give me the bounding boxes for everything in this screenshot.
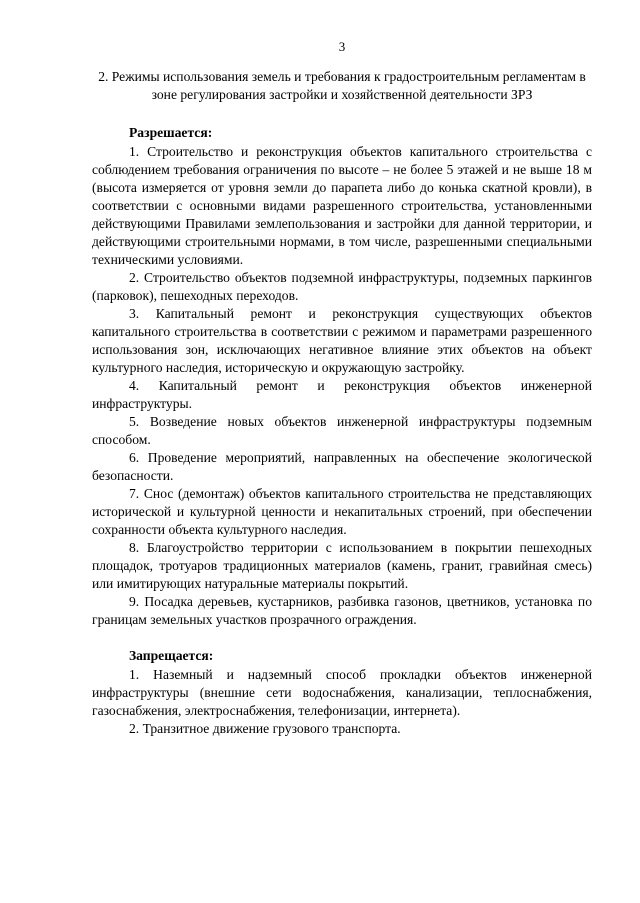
allowed-item-4: 4. Капитальный ремонт и реконструкция объектов инженерной инфраструктуры. — [92, 378, 592, 411]
allowed-item-2: 2. Строительство объектов подземной инфраструктуры, подземных паркингов (парковок), пешеходных переходов. — [92, 270, 592, 303]
allowed-title: Разрешается: — [129, 125, 213, 140]
allowed-list — [92, 143, 592, 629]
section-spacer — [92, 629, 592, 647]
document-page — [92, 38, 592, 738]
section-heading: 2. Режимы использования земель и требования к градостроительным регламентам в зоне регулирования застройки и хозяйственной деятельности ЗРЗ — [98, 69, 586, 102]
forbidden-item-2: 2. Транзитное движение грузового транспорта. — [129, 721, 401, 736]
forbidden-title: Запрещается: — [129, 648, 214, 663]
allowed-item-8: 8. Благоустройство территории с использованием в покрытии пешеходных площадок, тротуаров традиционных материалов (камень, гранит, гравийная смесь) или имитирующих натуральные материалы покрытий. — [92, 540, 592, 591]
allowed-item-9: 9. Посадка деревьев, кустарников, разбивка газонов, цветников, установка по границам земельных участков прозрачного ограждения. — [92, 594, 592, 627]
allowed-item-7: 7. Снос (демонтаж) объектов капитального строительства не представляющих исторической и культурной ценности и некапитальных строений, при обеспечении сохранности объекта культурного наследия. — [92, 486, 592, 537]
forbidden-list — [92, 666, 592, 738]
allowed-item-1: 1. Строительство и реконструкция объектов капитального строительства с соблюдением требования ограничения по высоте – не более 5 этажей и не выше 18 м (высота измеряется от уровня земли до парапета либо до конька скатной кровли), в соответствии с основными видами разрешенного строительства, установленными действующими Правилами землепользования и застройки для данной территории, и действующими строительными нормами, в том числе, разрешенными специальными техническими условиями. — [92, 144, 592, 267]
allowed-item-6: 6. Проведение мероприятий, направленных на обеспечение экологической безопасности. — [92, 450, 592, 483]
page-number: 3 — [338, 39, 346, 54]
forbidden-item-1: 1. Наземный и надземный способ прокладки объектов инженерной инфраструктуры (внешние сети водоснабжения, канализации, теплоснабжения, газоснабжения, электроснабжения, телефонизации, интернета). — [92, 667, 592, 718]
allowed-item-3: 3. Капитальный ремонт и реконструкция существующих объектов капитального строительства в соответствии с режимом и параметрами разрешенного использования зон, исключающих негативное влияние этих объектов на объект культурного наследия, историческую и окружающую застройку. — [92, 306, 592, 375]
allowed-item-5: 5. Возведение новых объектов инженерной инфраструктуры подземным способом. — [92, 414, 592, 447]
